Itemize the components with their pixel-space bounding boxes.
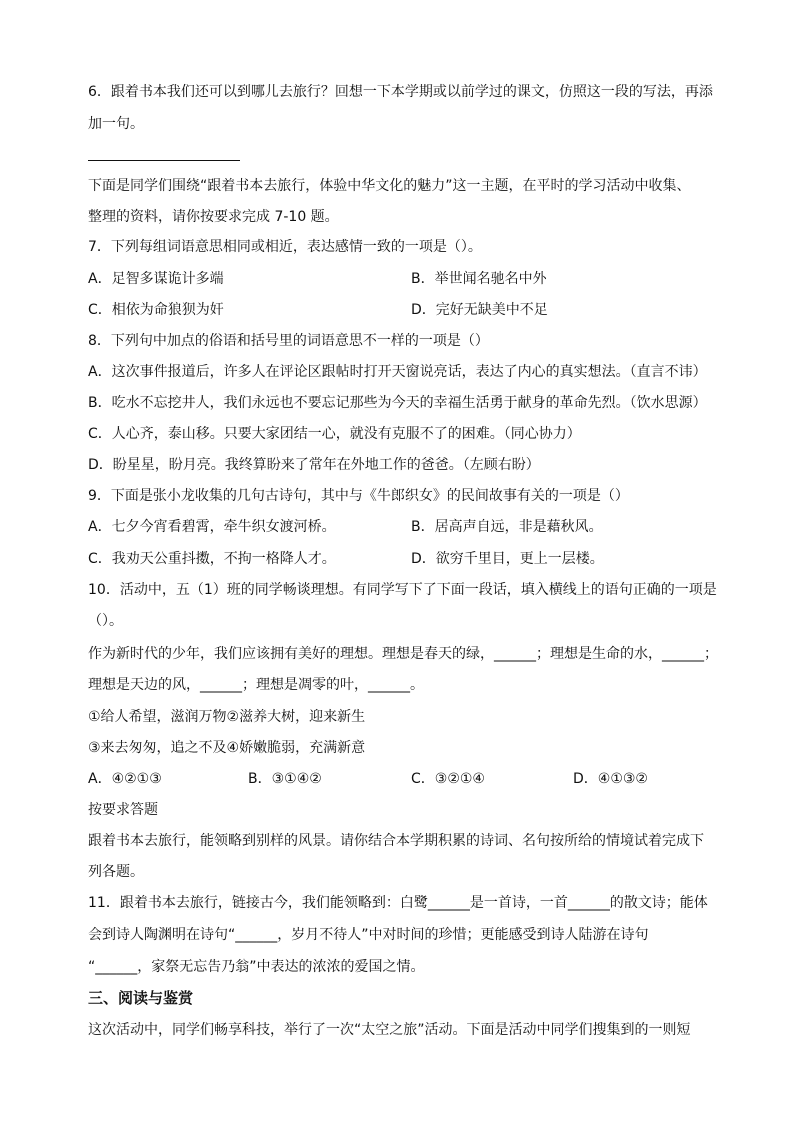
q7-stem: 7．下列每组词语意思相同或相近，表达感情一致的一项是（）。 [88,239,482,255]
q9-option-a: A．七夕今宵看碧霄，牵牛织女渡河桥。 [88,519,336,535]
q10-choices-1: ①给人希望，滋润万物②滋养大树，迎来新生 [88,709,366,725]
section-title-reading: 三、阅读与鉴赏 [88,989,194,1007]
q7-option-b: B．举世闻名驰名中外 [411,271,547,287]
intro-line-1: 下面是同学们围绕“跟着书本去旅行，体验中华文化的魅力”这一主题，在平时的学习活动中收集、 [88,178,691,194]
section-title-requirements: 按要求答题 [88,802,158,818]
q11-line-1: 11．跟着书本去旅行，链接古今，我们能领略到：白鹭______是一首诗，一首______的散文诗；能体 [88,895,708,911]
q8-option-c: C．人心齐，泰山移。只要大家团结一心，就没有克服不了的困难。（同心协力） [88,426,581,442]
q10-option-d: D．④①③② [573,771,648,787]
q7-option-c: C．相依为命狼狈为奸 [88,302,224,318]
section-req-line-1: 跟着书本去旅行，能领略到别样的风景。请你结合本学期积累的诗词、名句按所给的情境试着完成下 [88,833,704,849]
q9-option-c: C．我劝天公重抖擞，不拘一格降人才。 [88,551,336,567]
q9-option-d: D．欲穷千里目，更上一层楼。 [411,551,604,567]
q7-option-a: A．足智多谋诡计多端 [88,271,224,287]
q10-stem-1: 10．活动中，五（1）班的同学畅谈理想。有同学写下了下面一段话，填入横线上的语句正确的一项是 [88,582,717,598]
q6-line-1: 6．跟着书本我们还可以到哪儿去旅行？回想一下本学期或以前学过的课文，仿照这一段的写法，再添 [88,84,713,100]
section3-line-1: 这次活动中，同学们畅享科技，举行了一次“太空之旅”活动。下面是活动中同学们搜集到的一则短 [88,1022,691,1038]
q10-option-c: C．③②①④ [411,771,485,787]
q9-option-b: B．居高声自远，非是藉秋风。 [411,519,603,535]
q10-option-a: A．④②①③ [88,771,162,787]
q10-para-2: 理想是天边的风，______；理想是凋零的叶，______。 [88,677,424,693]
intro-line-2: 整理的资料，请你按要求完成 7-10 题。 [88,209,339,225]
section-req-line-2: 列各题。 [88,864,144,880]
q8-stem: 8．下列句中加点的俗语和括号里的词语意思不一样的一项是（） [88,333,489,349]
q8-option-d: D．盼星星，盼月亮。我终算盼来了常年在外地工作的爸爸。（左顾右盼） [88,457,540,473]
q10-option-b: B．③①④② [248,771,322,787]
q8-option-a: A．这次事件报道后，许多人在评论区跟帖时打开天窗说亮话，表达了内心的真实想法。（直言不讳） [88,364,707,380]
answer-blank-line [88,160,240,161]
q8-option-b: B．吃水不忘挖井人，我们永远也不要忘记那些为今天的幸福生活勇于献身的革命先烈。（饮水思源） [88,395,707,411]
q9-stem: 9．下面是张小龙收集的几句古诗句，其中与《牛郎织女》的民间故事有关的一项是（） [88,488,629,504]
q7-option-d: D．完好无缺美中不足 [411,302,548,318]
q11-line-3: “______，家祭无忘告乃翁”中表达的浓浓的爱国之情。 [88,959,425,975]
q6-line-2: 加一句。 [88,116,144,132]
q10-stem-2: （）。 [88,613,123,629]
q10-choices-2: ③来去匆匆，追之不及④娇嫩脆弱，充满新意 [88,740,366,756]
q11-line-2: 会到诗人陶渊明在诗句“______，岁月不待人”中对时间的珍惜；更能感受到诗人陆游在诗句 [88,927,649,943]
q10-para-1: 作为新时代的少年，我们应该拥有美好的理想。理想是春天的绿，______；理想是生命的水，______； [88,646,718,662]
